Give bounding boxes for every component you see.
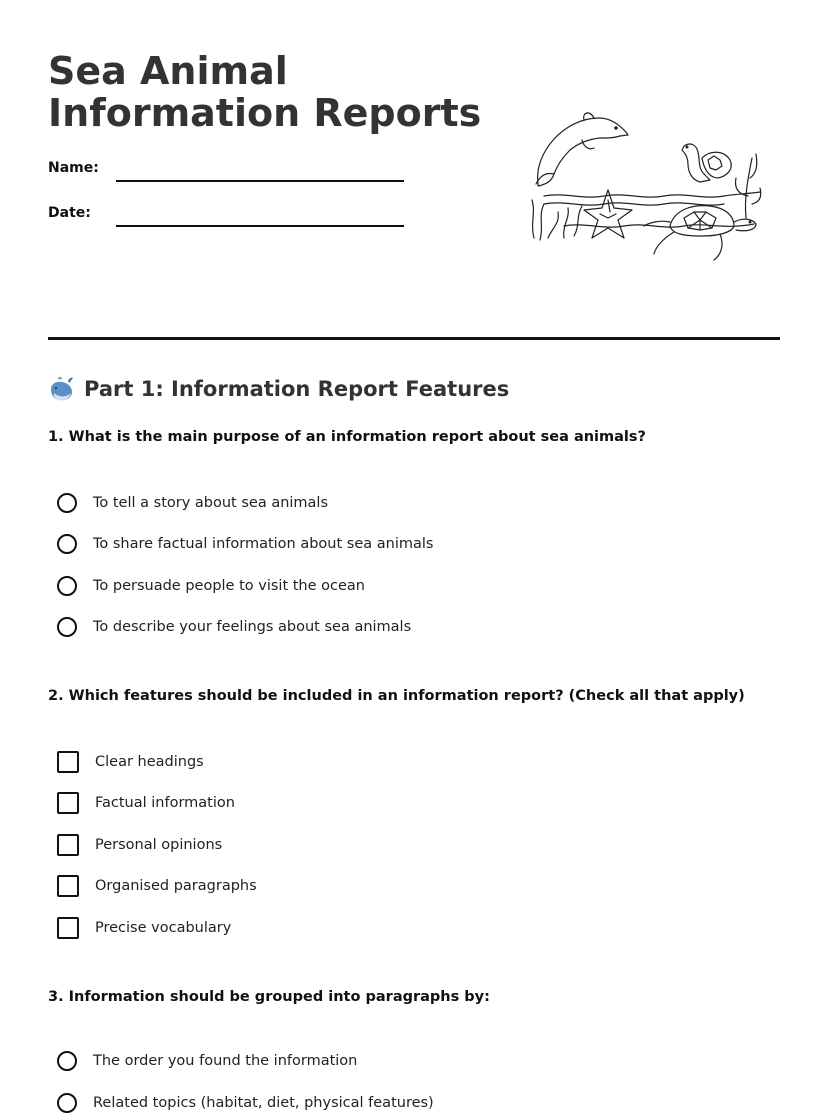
date-label: Date:	[48, 205, 91, 221]
q2-option-4[interactable]	[57, 873, 257, 899]
date-line[interactable]	[116, 225, 404, 227]
q2-option-5[interactable]	[57, 915, 231, 941]
radio-button[interactable]	[57, 534, 77, 554]
option-label: To persuade people to visit the ocean	[93, 578, 365, 594]
q1-option-2[interactable]	[57, 531, 433, 557]
option-label: To share factual information about sea animals	[93, 536, 434, 552]
q3-option-1[interactable]	[57, 1048, 357, 1074]
option-label: Precise vocabulary	[95, 920, 232, 936]
sea-lion-icon	[682, 144, 731, 182]
checkbox[interactable]	[57, 875, 79, 897]
section-title: Part 1: Information Report Features	[84, 377, 510, 401]
option-label: Clear headings	[95, 754, 204, 770]
seaweed-icon	[532, 200, 582, 240]
q2-option-3[interactable]	[57, 832, 222, 858]
whale-icon	[48, 376, 75, 403]
option-label: The order you found the information	[93, 1053, 358, 1069]
question-1: 1. What is the main purpose of an information report about sea animals?	[48, 429, 646, 445]
radio-button[interactable]	[57, 617, 77, 637]
checkbox[interactable]	[57, 751, 79, 773]
q1-option-3[interactable]	[57, 573, 365, 599]
section-divider	[48, 337, 780, 340]
name-line[interactable]	[116, 180, 404, 182]
option-label: Related topics (habitat, diet, physical features)	[93, 1095, 434, 1111]
option-label: To tell a story about sea animals	[93, 495, 329, 511]
question-2: 2. Which features should be included in an information report? (Check all that apply)	[48, 688, 745, 704]
radio-button[interactable]	[57, 1093, 77, 1113]
name-label: Name:	[48, 160, 99, 176]
sea-animals-illustration	[524, 108, 764, 268]
radio-button[interactable]	[57, 576, 77, 596]
waves-icon	[544, 192, 760, 227]
turtle-icon	[644, 206, 756, 260]
radio-button[interactable]	[57, 493, 77, 513]
option-label: Factual information	[95, 795, 235, 811]
checkbox[interactable]	[57, 792, 79, 814]
section-heading	[48, 374, 509, 404]
coral-icon	[736, 154, 761, 218]
q2-option-2[interactable]	[57, 790, 235, 816]
q1-option-4[interactable]	[57, 614, 411, 640]
checkbox[interactable]	[57, 834, 79, 856]
option-label: Personal opinions	[95, 837, 223, 853]
checkbox[interactable]	[57, 917, 79, 939]
q1-option-1[interactable]	[57, 490, 328, 516]
option-label: To describe your feelings about sea animals	[93, 619, 412, 635]
option-label: Organised paragraphs	[95, 878, 257, 894]
question-3: 3. Information should be grouped into paragraphs by:	[48, 989, 490, 1005]
radio-button[interactable]	[57, 1051, 77, 1071]
q2-option-1[interactable]	[57, 749, 204, 775]
page-title: Sea Animal Information Reports	[48, 49, 482, 135]
q3-option-2[interactable]	[57, 1090, 434, 1116]
dolphin-icon	[536, 113, 628, 186]
